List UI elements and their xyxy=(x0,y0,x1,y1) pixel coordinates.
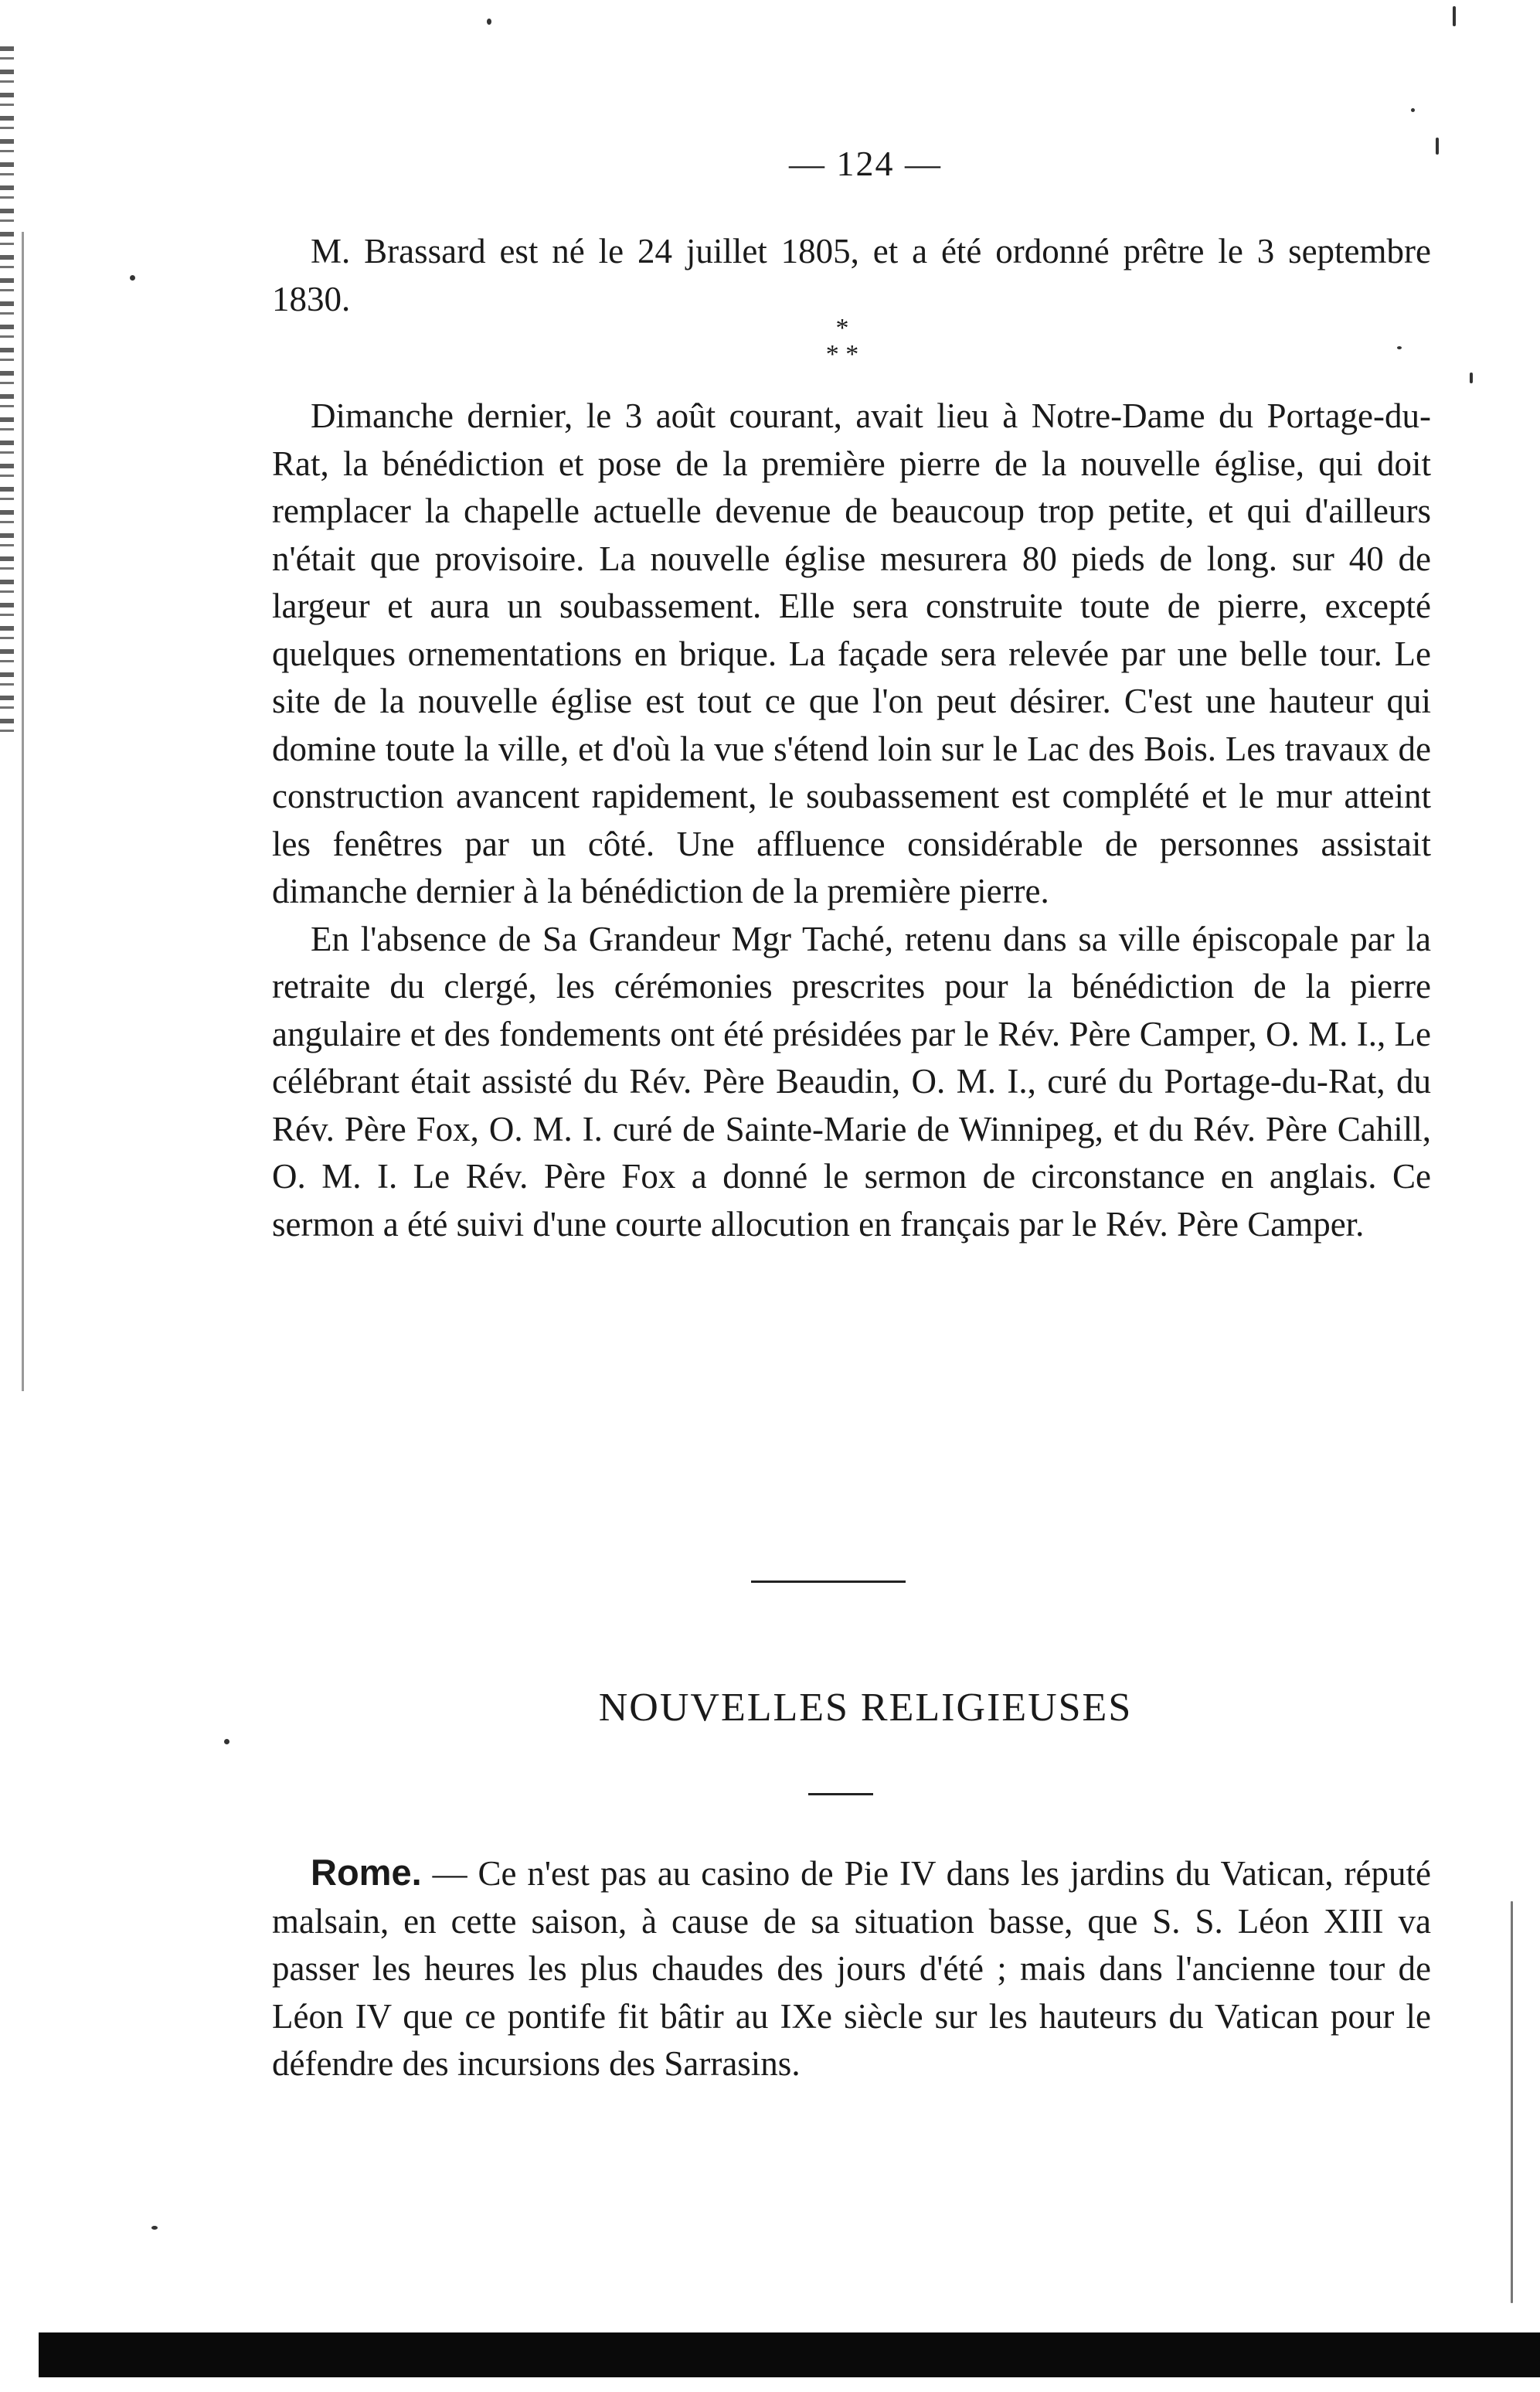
asterism-separator: * * * xyxy=(825,314,859,369)
scan-speck xyxy=(487,19,491,25)
paragraph-ceremony: En l'absence de Sa Grandeur Mgr Taché, retenu dans sa ville épiscopale par la retraite du clergé, les cérémonies prescrites pour la bénédiction de la pierre angulaire et des fondements ont été présidées par le Rév. Père Camper, O. M. I., Le célébrant était assisté du Rév. Père Beaudin, O. M. I., curé du Portage-du-Rat, du Rév. Père Fox, O. M. I. curé de Sainte-Marie de Winnipeg, et du Rév. Père Cahill, O. M. I. Le Rév. Père Fox a donné le sermon de circonstance en anglais. Ce sermon a été suivi d'une courte allocution en français par le Rév. Père Camper. xyxy=(272,919,1431,1244)
text-block-bottom xyxy=(272,1849,1431,2088)
paragraph-rome xyxy=(272,1849,1431,2088)
paragraph-portage-du-rat: Dimanche dernier, le 3 août courant, avait lieu à Notre-Dame du Portage-du-Rat, la bénédiction et pose de la première pierre de la nouvelle église, qui doit remplacer la chapelle actuelle devenue de beaucoup trop petite, et qui d'ailleurs n'était que provisoire. La nouvelle église mesurera 80 pieds de long. sur 40 de largeur et aura un soubassement. Elle sera construite toute de pierre, excepté quelques ornementations en brique. La façade sera relevée par une belle tour. Le site de la nouvelle église est tout ce que l'on peut désirer. C'est une hauteur qui domine toute la ville, et d'où la vue s'étend loin sur le Lac des Bois. Les travaux de construction avancent rapidement, le soubassement est complété et le mur atteint les fenêtres par un côté. Une affluence considérable de personnes assistait dimanche dernier à la bénédiction de la première pierre. xyxy=(272,396,1431,910)
scan-speck xyxy=(1453,6,1456,26)
scan-edge-mark xyxy=(1511,1901,1513,2303)
rome-paragraph-text: — Ce n'est pas au casino de Pie IV dans les jardins du Vatican, réputé malsain, en cette saison, à cause de sa situation basse, que S. S. Léon XIII va passer les heures les plus chaudes des jours d'été ; mais dans l'ancienne tour de Léon IV que ce pontife fit bâtir au IXe siècle sur les hauteurs du Vatican pour le défendre des incursions des Sarrasins. xyxy=(272,1854,1431,2083)
scan-speck xyxy=(1411,108,1415,112)
scan-speck xyxy=(1397,346,1402,349)
binding-edge-line xyxy=(22,232,24,1391)
scan-bottom-bar xyxy=(39,2332,1540,2377)
scan-speck xyxy=(1470,373,1473,383)
paragraph-brassard: M. Brassard est né le 24 juillet 1805, et a été ordonné prêtre le 3 septembre 1830. xyxy=(272,232,1431,318)
scan-speck xyxy=(151,2226,158,2230)
scan-speck xyxy=(130,275,135,281)
page-number: — 124 — xyxy=(789,144,942,183)
scan-speck xyxy=(224,1739,229,1744)
section-title: NOUVELLES RELIGIEUSES xyxy=(598,1686,1133,1730)
text-block-top xyxy=(272,228,1431,323)
title-underline-rule xyxy=(808,1793,873,1795)
section-divider-rule xyxy=(751,1580,906,1583)
text-block-middle xyxy=(272,393,1431,1248)
rome-lead-word: Rome. xyxy=(311,1852,422,1893)
